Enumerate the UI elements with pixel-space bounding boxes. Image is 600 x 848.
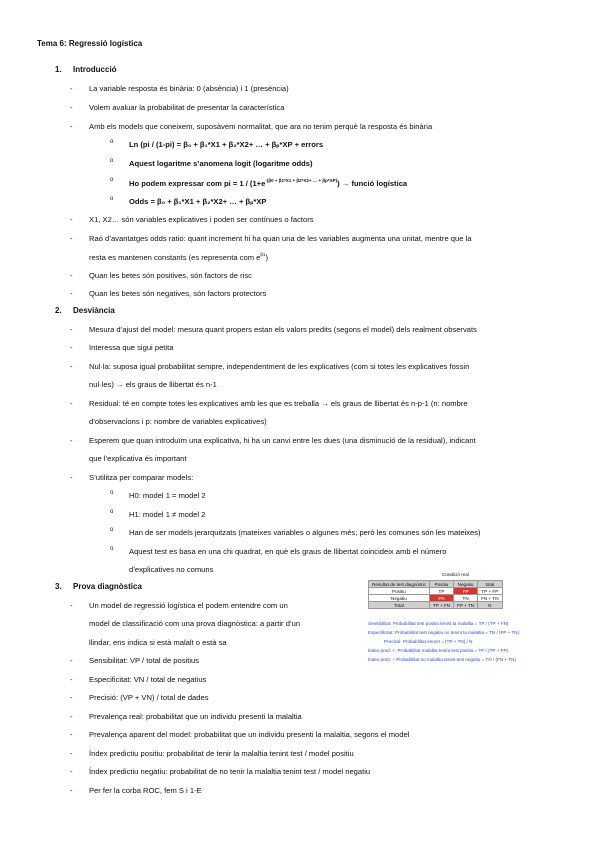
table-cell: Positiu bbox=[369, 588, 430, 595]
sub-bullet-text: Ln (pi / (1-pi) = β₀ + β₁*X1 + β₂*X2+ … + βₚ*XP + errors bbox=[129, 140, 324, 149]
table-cell: FP bbox=[454, 588, 478, 595]
bullet-text: Residual: té en compte totes les explicatives amb les que es treballa → els graus de llibertat és n-p-1 (n: nombre bbox=[89, 399, 468, 408]
bullet-text: Interessa que sigui petita bbox=[89, 343, 174, 352]
bullet-continuation: que l’explicativa és important bbox=[89, 454, 187, 463]
sub-bullet-text: H1: model 1 ≠ model 2 bbox=[129, 510, 206, 519]
bullet-text: Per fer la corba ROC, fem S i 1-E bbox=[89, 786, 202, 795]
section-2-number: 2. bbox=[55, 306, 62, 315]
table-cell: FN + TN bbox=[478, 595, 502, 602]
formula-specificity: Especificitat: Probabilitat test negatiu no tenint la malaltia = TN / (FP + TN) bbox=[368, 630, 520, 635]
bullet-text: X1, X2… són variables explicatives i poden ser contínues o factors bbox=[89, 215, 314, 224]
bullet-text: Quan les betes són positives, són factors de risc bbox=[89, 271, 252, 280]
table-header-cell: Positiu bbox=[429, 581, 453, 588]
bullet-text: Índex predictiu negatiu: probabilitat de no tenir la malaltia tenint test / model negatiu bbox=[89, 767, 371, 776]
bullet-text: Índex predictiu positiu: probabilitat de tenir la malaltia tenint test / model positiu bbox=[89, 749, 354, 758]
table-cell: Negatiu bbox=[369, 595, 430, 602]
bullet-text: Especificitat: VN / total de negatius bbox=[89, 675, 207, 684]
formula-npv: Índex pred. -: Probabilitat no malaltia tenint test negatiu = TN / (FN + TN) bbox=[368, 657, 516, 662]
bullet-text: Esperem que quan introduïm una explicativa, hi ha un canvi entre les dues (una disminució de la residual), indicant bbox=[89, 436, 476, 445]
section-1-title: Introducció bbox=[73, 65, 117, 74]
formula-precision: Precisió: Probabilitat encert = (TP + TN) / N bbox=[384, 639, 473, 644]
bullet-text: Nul·la: suposa igual probabilitat sempre, independentment de les explicatives (com si totes les explicatives fossin bbox=[89, 362, 470, 371]
odds-close: ) bbox=[265, 253, 268, 262]
section-3-heading bbox=[55, 582, 142, 591]
bullet-continuation: d’observacions i p: nombre de variables explicatives) bbox=[89, 417, 267, 426]
table-cell: Total bbox=[369, 602, 430, 609]
bullet-text: Prevalença real: probabilitat que un individu presenti la malaltia bbox=[89, 712, 302, 721]
sub-bullet-text: Han de ser models jerarquitzats (mateixes variables o algunes més; però les comunes són les mateixes) bbox=[129, 528, 481, 537]
bullet-text: S’utilitza per comparar models: bbox=[89, 473, 194, 482]
sub-bullet-text: Aquest logaritme s’anomena logit (logaritme odds) bbox=[129, 159, 313, 168]
figure-header: Condició real bbox=[442, 572, 469, 577]
section-3-title: Prova diagnòstica bbox=[73, 582, 142, 591]
table-header-cell: total bbox=[478, 581, 502, 588]
table-cell: FP + TN bbox=[454, 602, 478, 609]
confusion-matrix-figure bbox=[368, 572, 598, 666]
formula-ppv: Índex pred. +: Probabilitat malaltia tenint test positiu = TP / (TP + FP) bbox=[368, 648, 509, 653]
bullet-continuation: model de classificació com una prova diagnòstica: a partir d’un bbox=[89, 619, 301, 628]
table-cell: TP bbox=[429, 588, 453, 595]
bullet-text: Prevalença aparent del model: probabilitat que un individu presenti la malaltia, segons el model bbox=[89, 730, 410, 739]
sub-bullet-text: Aquest test es basa en una chi quadrat, en què els graus de llibertat coincideix amb el número bbox=[129, 547, 447, 556]
table-header-cell: Negatiu bbox=[454, 581, 478, 588]
table-cell: N bbox=[478, 602, 502, 609]
bullet-continuation bbox=[89, 252, 268, 262]
bullet-text: Quan les betes són negatives, són factors protectors bbox=[89, 289, 267, 298]
table-cell: TP + FP bbox=[478, 588, 502, 595]
sub-bullet-text: Odds = β₀ + β₁*X1 + β₂*X2+ … + βₚ*XP bbox=[129, 197, 267, 206]
logistic-exponent: -(β0 + β1*X1 + β2*X2+ … + βp*XP) bbox=[265, 178, 338, 183]
section-1-heading bbox=[55, 65, 117, 74]
bullet-text: Precisió: (VP + VN) / total de dades bbox=[89, 693, 209, 702]
sub-bullet-continuation: d’explicatives no comuns bbox=[129, 565, 214, 574]
bullet-continuation: llindar, ens indica si està malalt o està sa bbox=[89, 638, 227, 647]
document-page: Tema 6: Regressió logística 1. Introducció La variable resposta és binària: 0 (absència) i 1 (presència) Volem avaluar la probabilitat de presentar la característica Amb els models que coneixem, suposàvem normalitat, que ara no tenim perquè la resposta és binària o Ln (pi / (1-pi) = β₀ + β₁*X1 + β₂*X2+ … + βₚ*XP + errors o Aquest logaritme s’anomena logit (logaritme odds) o Ho podem expressar com pi = $1 / (1+e^{-(\beta 0 + \beta 1*X1 + \beta 2*X2+ \dots + \beta p*XP)})$ → funció logística o Odds = β₀ + β₁*X1 + β₂*X2+ … + βₚ*XP X1, X2… són variables explicatives i poden ser contínues o factors Raó d’avantatges odds ratio: quant increment hi ha quan una de les variables augmenta una unitat, mentre que la resta es mantenen constants (es representa com $e^{\beta 1}$) Quan les betes són positives, són factors de risc Quan les betes són negatives, són factors protectors 2. Desviància Mesura d’ajust del model: mesura quant propers estan els valors predits (segons el model) dels realment observats Interessa que sigui petita Nul·la: suposa igual probabilitat sempre, independentment de les explicatives (com si totes les explicatives fossin nul·les) → els graus de llibertat és n-1 Residual: té en compte totes les explicatives amb les que es treballa → els graus de llibertat és n-p-1 (n: nombre d’observacions i p: nombre de variables explicatives) Esperem que quan introduïm una explicativa, hi ha un canvi entre les dues (una disminució de la residual), indicant que l’explicativa és important S’utilitza per comparar models: o H0: model 1 = model 2 o H1: model 1 ≠ model 2 o Han de ser models jerarquitzats (mateixes variables o algunes més; però les comunes són les mateixes) o Aquest test es basa en una chi quadrat, en què els graus de llibertat coincideix amb el número d’explicatives no comuns 3. Prova diagnòstica Un model de regressió logística el podem entendre com un model de classificació com una prova diagnòstica: a partir d’un llindar, ens indica si està malalt o està sa Sensibilitat: VP / total de positius Especificitat: VN / total de negatius Precisió: (VP + VN) / total de dades Prevalença real: probabilitat que un individu presenti la malaltia Prevalença aparent del model: probabilitat que un individu presenti la malaltia, segons el model Índex predictiu positiu: probabilitat de tenir la malaltia tenint test / model positiu Índex predictiu negatiu: probabilitat de no tenir la malaltia tenint test / model negatiu Per fer la corba ROC, fem S i 1-E Condició real Resultat de test diagnòstic Positiu Negatiu total Positiu TP FP TP + FP Negatiu FN TN FN + TN Total TP + FN FP + TN N Sensibilitat: Probabilitat test positiu tenint la malaltia = TP / (TP + FN) Especificitat: Probabilitat test negatiu no tenint la malaltia = TN / (FP + TN) Precisió: Probabilitat encert = (TP + TN) / N Índex pred. +: Probabilitat malaltia tenint test positiu = TP / (TP + FP) Índex pred. -: Probabilitat no malaltia tenint test negatiu = TN / (FN + TN) bbox=[0, 0, 600, 848]
odds-exponent: β1 bbox=[260, 252, 266, 257]
section-2-heading bbox=[55, 306, 115, 315]
sub-bullet-text: H0: model 1 = model 2 bbox=[129, 491, 206, 500]
bullet-text: Mesura d’ajust del model: mesura quant propers estan els valors predits (segons el model) dels realment observats bbox=[89, 325, 477, 334]
confusion-table bbox=[368, 580, 503, 609]
table-cell: FN bbox=[429, 595, 453, 602]
bullet-text: Amb els models que coneixem, suposàvem normalitat, que ara no tenim perquè la resposta és binària bbox=[89, 122, 433, 131]
logistic-text-a: Ho podem expressar com pi = 1 / (1+e bbox=[129, 179, 266, 188]
section-3-number: 3. bbox=[55, 582, 62, 591]
table-cell: TP + FN bbox=[429, 602, 453, 609]
table-header-cell: Resultat de test diagnòstic bbox=[369, 581, 430, 588]
bullet-continuation: nul·les) → els graus de llibertat és n-1 bbox=[89, 380, 217, 389]
page-title: Tema 6: Regressió logística bbox=[37, 39, 143, 48]
bullet-text: Volem avaluar la probabilitat de presentar la característica bbox=[89, 103, 285, 112]
logistic-text-b: ) → funció logística bbox=[337, 179, 408, 188]
formula-sensitivity: Sensibilitat: Probabilitat test positiu tenint la malaltia = TP / (TP + FN) bbox=[368, 621, 509, 626]
bullet-text: Sensibilitat: VP / total de positius bbox=[89, 656, 200, 665]
odds-text: resta es mantenen constants (es representa com e bbox=[89, 253, 261, 262]
section-1-number: 1. bbox=[55, 65, 62, 74]
table-cell: TN bbox=[454, 595, 478, 602]
bullet-text: La variable resposta és binària: 0 (absència) i 1 (presència) bbox=[89, 84, 289, 93]
section-2-title: Desviància bbox=[73, 306, 115, 315]
bullet-text: Un model de regressió logística el podem entendre com un bbox=[89, 601, 288, 610]
bullet-text: Raó d’avantatges odds ratio: quant increment hi ha quan una de les variables augmenta una unitat, mentre que la bbox=[89, 234, 472, 243]
